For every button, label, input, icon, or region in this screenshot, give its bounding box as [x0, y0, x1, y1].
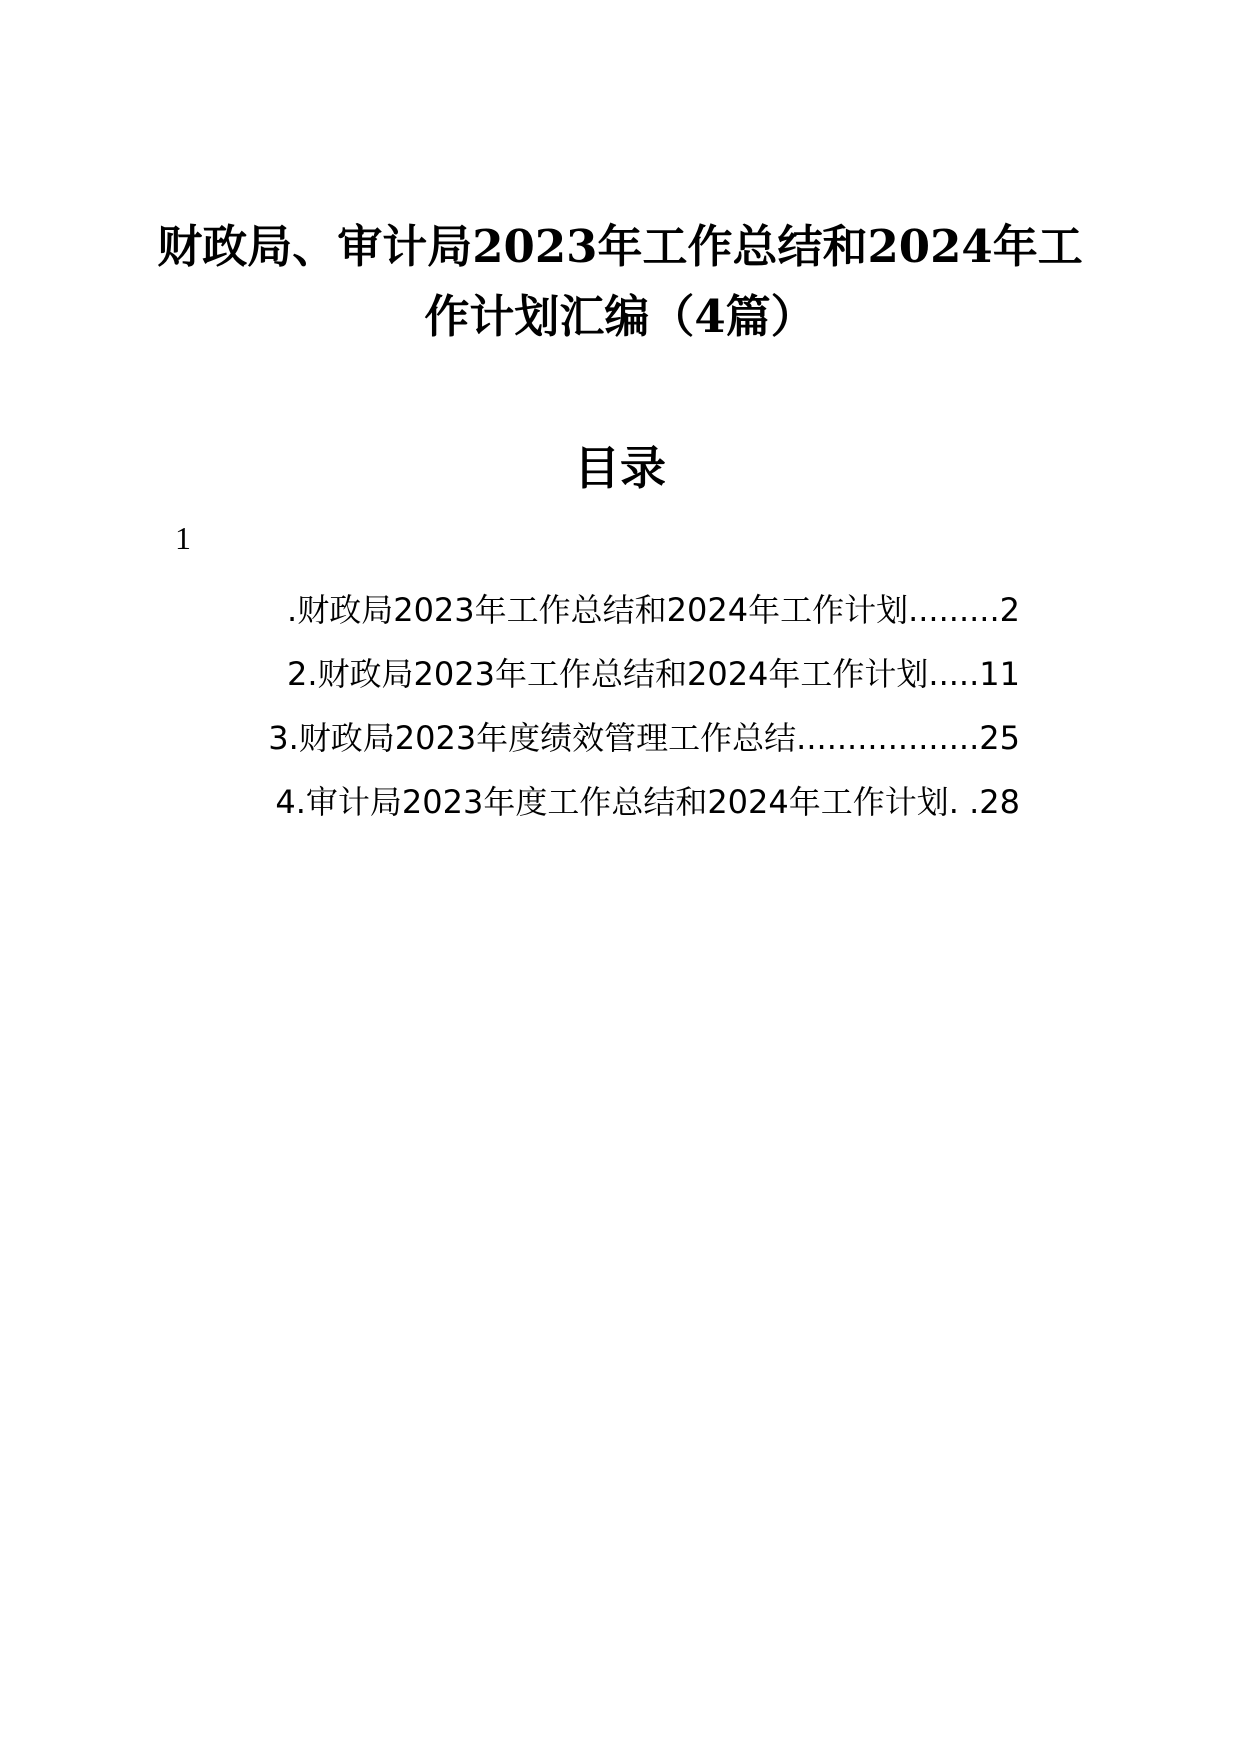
- document-title: [150, 212, 1090, 352]
- stray-number: 1: [175, 520, 191, 556]
- toc-heading: 目录: [574, 441, 666, 495]
- toc-entry-1[interactable]: .财政局2023年工作总结和2024年工作计划.........2: [287, 591, 1020, 629]
- toc-entry-3[interactable]: 3.财政局2023年度绩效管理工作总结..................25: [268, 719, 1020, 757]
- document-title-line-1: 财政局、审计局2023年工作总结和2024年工: [157, 220, 1083, 273]
- table-of-contents: [220, 578, 1020, 834]
- toc-entry-2[interactable]: 2.财政局2023年工作总结和2024年工作计划.....11: [287, 655, 1020, 693]
- toc-entry-4[interactable]: 4.审计局2023年度工作总结和2024年工作计划. .28: [275, 783, 1020, 821]
- document-title-line-2: 作计划汇编（4篇）: [424, 290, 816, 343]
